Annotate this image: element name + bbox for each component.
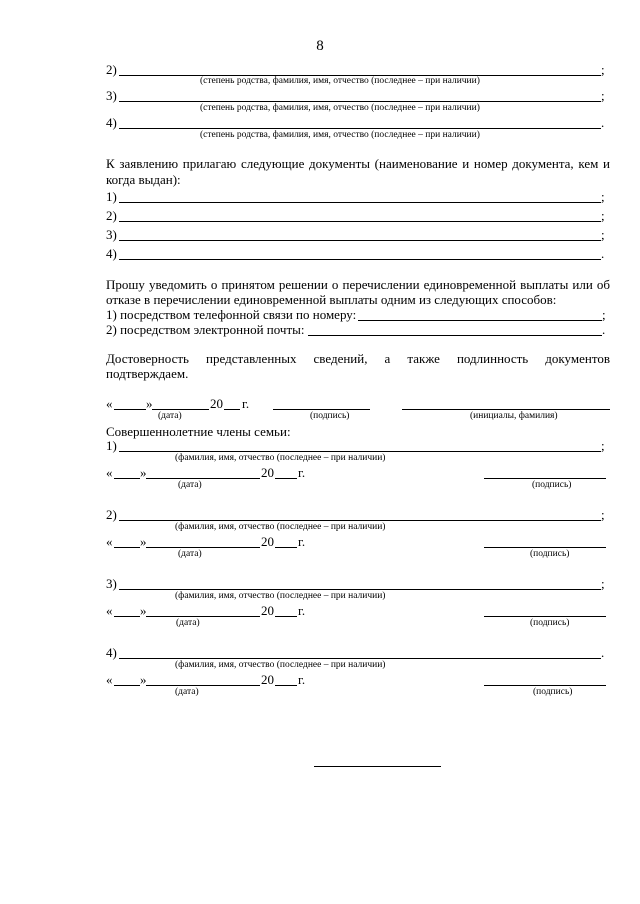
document-end: ;	[601, 208, 605, 223]
adult-open-quote: «	[106, 672, 113, 687]
document-end: .	[601, 246, 605, 261]
sig-month-line[interactable]	[152, 409, 209, 410]
notify-phone-line[interactable]	[358, 320, 602, 321]
notify-phone-end: ;	[602, 307, 606, 322]
adult-year-prefix: 20	[261, 672, 274, 687]
adult-end: ;	[601, 507, 605, 522]
sig-open-quote: «	[106, 396, 113, 411]
adult-open-quote: «	[106, 534, 113, 549]
adult-number: 4)	[106, 645, 117, 660]
adult-date-caption: (дата)	[178, 549, 202, 559]
adult-close-quote: »	[140, 465, 147, 480]
notify-email-end: .	[602, 322, 606, 337]
adult-open-quote: «	[106, 603, 113, 618]
adult-sign-line[interactable]	[484, 478, 606, 479]
adult-sign-caption: (подпись)	[532, 480, 572, 490]
relative-number: 3)	[106, 88, 117, 103]
page-number: 8	[316, 38, 324, 54]
document-end: ;	[601, 227, 605, 242]
adult-name-line[interactable]	[119, 589, 601, 590]
adult-name-line[interactable]	[119, 451, 601, 452]
adult-day-line[interactable]	[114, 478, 140, 479]
adult-year-suffix: г.	[298, 465, 306, 480]
sig-name-caption: (инициалы, фамилия)	[470, 411, 558, 421]
document-line[interactable]	[119, 259, 601, 260]
adult-number: 1)	[106, 438, 117, 453]
adult-caption: (фамилия, имя, отчество (последнее – при наличии)	[175, 453, 386, 463]
sig-name-line[interactable]	[402, 409, 610, 410]
sig-year-line[interactable]	[224, 409, 240, 410]
adult-caption: (фамилия, имя, отчество (последнее – при наличии)	[175, 522, 386, 532]
adult-sign-line[interactable]	[484, 685, 606, 686]
adult-number: 3)	[106, 576, 117, 591]
adult-number: 2)	[106, 507, 117, 522]
document-end: ;	[601, 189, 605, 204]
adult-caption: (фамилия, имя, отчество (последнее – при наличии)	[175, 660, 386, 670]
adult-close-quote: »	[140, 534, 147, 549]
notify-line2: отказе в перечислении единовременной выплаты одним из следующих способов:	[106, 292, 557, 307]
adult-day-line[interactable]	[114, 616, 140, 617]
sig-year-prefix: 20	[210, 396, 223, 411]
adult-end: ;	[601, 438, 605, 453]
adult-date-caption: (дата)	[175, 687, 199, 697]
certify-line2: подтверждаем.	[106, 366, 189, 381]
adult-month-line[interactable]	[146, 616, 260, 617]
relative-number: 4)	[106, 115, 117, 130]
notify-line1: Прошу уведомить о принятом решении о перечислении единовременной выплаты или об	[106, 277, 610, 292]
adult-close-quote: »	[140, 672, 147, 687]
relative-line[interactable]	[119, 128, 601, 129]
adult-month-line[interactable]	[146, 547, 260, 548]
relative-end: ;	[601, 62, 605, 77]
sig-year-suffix: г.	[242, 396, 250, 411]
adult-month-line[interactable]	[146, 478, 260, 479]
adult-day-line[interactable]	[114, 685, 140, 686]
adult-year-line[interactable]	[275, 685, 297, 686]
notify-email-line[interactable]	[308, 335, 602, 336]
adult-year-suffix: г.	[298, 534, 306, 549]
relative-end: .	[601, 115, 605, 130]
adult-day-line[interactable]	[114, 547, 140, 548]
document-number: 1)	[106, 189, 117, 204]
adult-end: .	[601, 645, 605, 660]
adult-sign-caption: (подпись)	[533, 687, 573, 697]
sig-sign-line[interactable]	[273, 409, 370, 410]
adult-year-suffix: г.	[298, 603, 306, 618]
adult-end: ;	[601, 576, 605, 591]
adult-year-suffix: г.	[298, 672, 306, 687]
adult-sign-caption: (подпись)	[530, 618, 570, 628]
adult-date-caption: (дата)	[176, 618, 200, 628]
adult-sign-line[interactable]	[484, 547, 606, 548]
adult-year-prefix: 20	[261, 465, 274, 480]
adults-title: Совершеннолетние члены семьи:	[106, 424, 291, 439]
notify-phone-label: 1) посредством телефонной связи по номеру:	[106, 307, 357, 322]
document-number: 4)	[106, 246, 117, 261]
adult-year-line[interactable]	[275, 478, 297, 479]
adult-sign-caption: (подпись)	[530, 549, 570, 559]
adult-caption: (фамилия, имя, отчество (последнее – при наличии)	[175, 591, 386, 601]
relative-line[interactable]	[119, 101, 601, 102]
certify-line1: Достоверность представленных сведений, а также подлинность документов	[106, 351, 610, 366]
relative-caption: (степень родства, фамилия, имя, отчество (последнее – при наличии)	[200, 130, 480, 140]
document-line[interactable]	[119, 202, 601, 203]
adult-sign-line[interactable]	[484, 616, 606, 617]
adult-year-line[interactable]	[275, 616, 297, 617]
document-line[interactable]	[119, 240, 601, 241]
sig-close-quote: »	[146, 396, 153, 411]
footer-separator	[314, 766, 441, 767]
adult-month-line[interactable]	[146, 685, 260, 686]
sig-sign-caption: (подпись)	[310, 411, 350, 421]
adult-year-prefix: 20	[261, 534, 274, 549]
notify-email-label: 2) посредством электронной почты:	[106, 322, 305, 337]
document-line[interactable]	[119, 221, 601, 222]
documents-intro-line1: К заявлению прилагаю следующие документы (наименование и номер документа, кем и	[106, 156, 610, 171]
adult-name-line[interactable]	[119, 520, 601, 521]
adult-date-caption: (дата)	[178, 480, 202, 490]
relative-end: ;	[601, 88, 605, 103]
sig-date-caption: (дата)	[158, 411, 182, 421]
adult-close-quote: »	[140, 603, 147, 618]
document-number: 2)	[106, 208, 117, 223]
adult-year-line[interactable]	[275, 547, 297, 548]
relative-number: 2)	[106, 62, 117, 77]
sig-day-line[interactable]	[114, 409, 146, 410]
relative-caption: (степень родства, фамилия, имя, отчество (последнее – при наличии)	[200, 103, 480, 113]
documents-intro-line2: когда выдан):	[106, 172, 181, 187]
adult-name-line[interactable]	[119, 658, 601, 659]
adult-year-prefix: 20	[261, 603, 274, 618]
adult-open-quote: «	[106, 465, 113, 480]
document-number: 3)	[106, 227, 117, 242]
relative-caption: (степень родства, фамилия, имя, отчество (последнее – при наличии)	[200, 76, 480, 86]
